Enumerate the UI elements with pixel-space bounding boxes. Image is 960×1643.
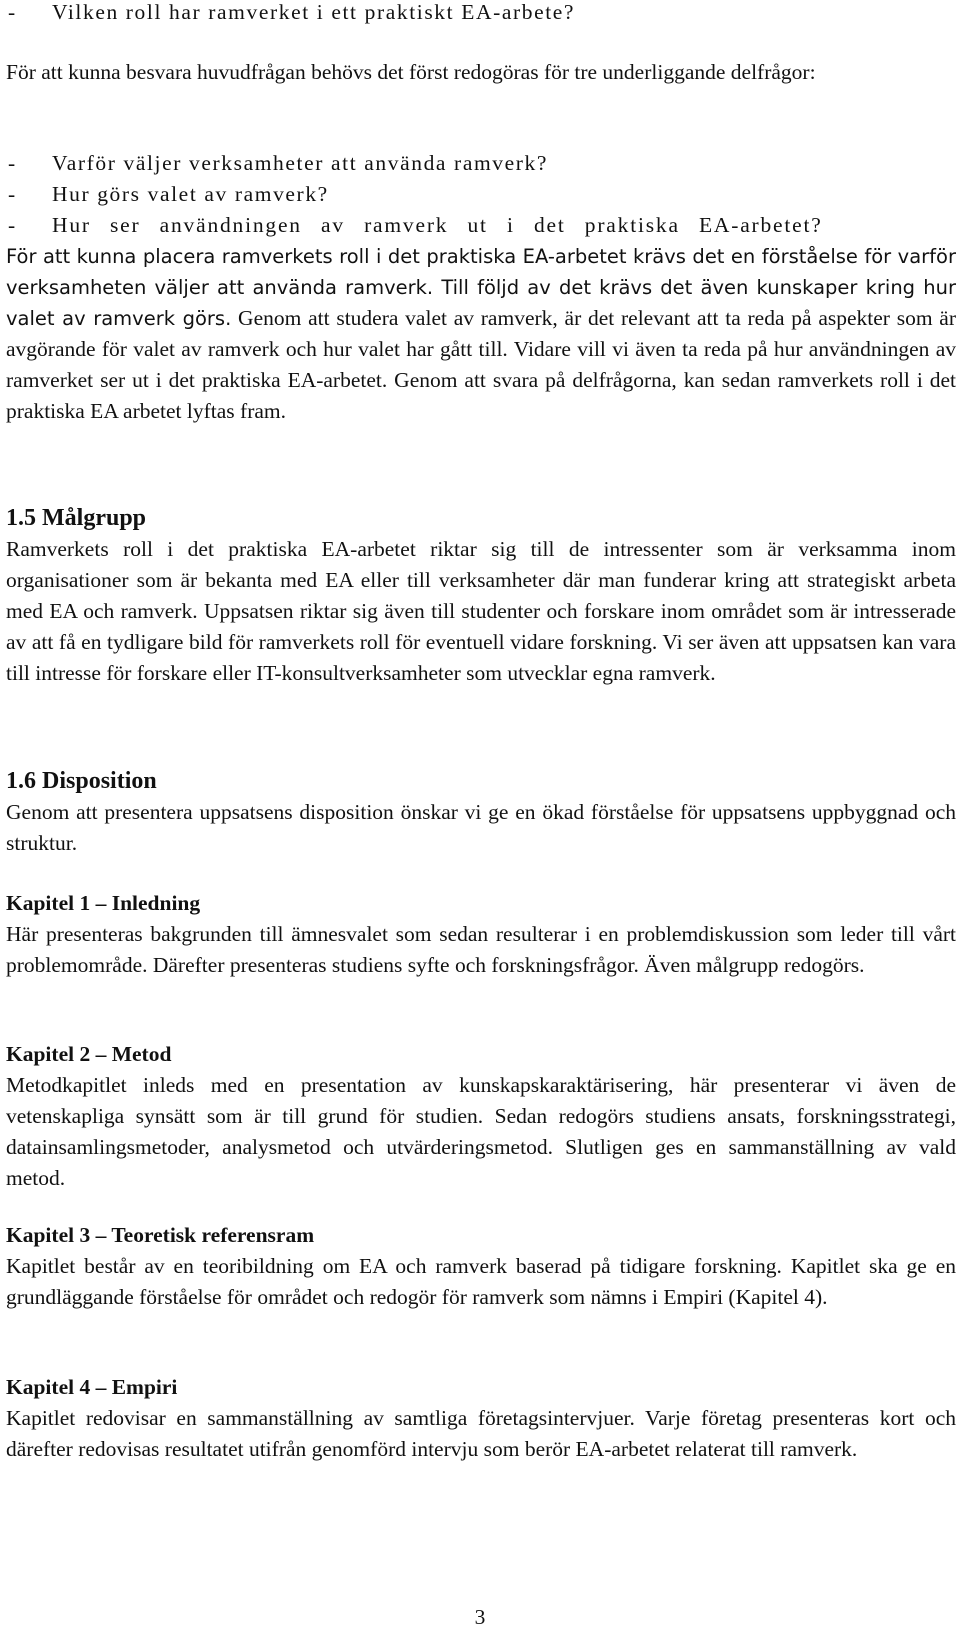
chapter-text: Kapitlet redovisar en sammanställning av samtliga företagsintervjuer. Varje företag presenteras kort och därefter redovisas resultatet utifrån genomförd intervju som berör EA-arbetet relaterat till ramverk. xyxy=(6,1406,956,1461)
chapter-heading: Kapitel 3 – Teoretisk referensram xyxy=(6,1223,315,1247)
page-number: 3 xyxy=(474,1605,486,1629)
chapter-text: Kapitlet består av en teoribildning om EA och ramverk baserad på tidigare forskning. Kapitlet ska ge en grundläggande förståelse för området och redogör för ramverk som nämns i Empiri (Kapitel 4). xyxy=(6,1254,956,1309)
section-heading: 1.5 Målgrupp xyxy=(6,505,147,531)
section-text: Genom att presentera uppsatsens disposition önskar vi ge en ökad förståelse för uppsatsens uppbyggnad och struktur. xyxy=(6,800,956,855)
sub-question-item xyxy=(6,148,956,179)
chapter-block xyxy=(6,1039,956,1194)
context-text-serif: Genom att studera valet av ramverk, är det relevant att ta reda på aspekter som är avgörande för valet av ramverk och hur valet har gått till. Vidare vill vi även ta reda på hur användningen av ramverket ser ut i det praktiska EA-arbetet. Genom att svara på delfrågorna, kan sedan ramverkets roll i det praktiska EA arbetet lyftas fram. xyxy=(6,306,956,423)
section-disposition xyxy=(6,766,956,859)
sub-question-text: Varför väljer verksamheter att använda ramverk? xyxy=(52,151,549,175)
sub-question-item xyxy=(6,179,956,210)
sub-questions-list xyxy=(6,148,956,241)
sub-question-text: Hur ser användningen av ramverk ut i det praktiska EA-arbetet? xyxy=(52,213,823,237)
bullet-dash: - xyxy=(8,182,17,206)
chapter-text: Här presenteras bakgrunden till ämnesvalet som sedan resulterar i en problemdiskussion som leder till vårt problemområde. Därefter presenteras studiens syfte och forskningsfrågor. Även målgrupp redogörs. xyxy=(6,922,956,977)
bullet-dash: - xyxy=(8,0,17,24)
context-paragraph xyxy=(6,241,956,427)
chapter-block xyxy=(6,1220,956,1313)
section-text: Ramverkets roll i det praktiska EA-arbetet riktar sig till de intressenter som är verksamma inom organisationer som är bekanta med EA eller till verksamheter där man funderar kring att strategiskt arbeta med EA och ramverk. Uppsatsen riktar sig även till studenter och forskare inom området som är intresserade av att få en tydligare bild för ramverkets roll för eventuell vidare forskning. Vi ser även att uppsatsen kan vara till intresse för forskare eller IT-konsultverksamheter som utvecklar egna ramverk. xyxy=(6,537,956,685)
chapter-text: Metodkapitlet inleds med en presentation av kunskapskaraktärisering, här presenterar vi även de vetenskapliga synsätt som är till grund för studien. Sedan redogörs studiens ansats, forskningsstrategi, datainsamlingsmetoder, analysmetod och utvärderingsmetod. Slutligen ges en sammanställning av vald metod. xyxy=(6,1073,956,1190)
top-bullet-block xyxy=(6,0,956,28)
sub-question-text: Hur görs valet av ramverk? xyxy=(52,182,329,206)
intro-block xyxy=(6,57,956,88)
section-heading: 1.6 Disposition xyxy=(6,768,157,794)
top-bullet xyxy=(6,0,956,28)
chapter-heading: Kapitel 2 – Metod xyxy=(6,1042,172,1066)
top-bullet-text: Vilken roll har ramverket i ett praktiskt EA-arbete? xyxy=(52,0,576,24)
sub-question-item xyxy=(6,210,956,241)
chapter-heading: Kapitel 4 – Empiri xyxy=(6,1375,178,1399)
chapter-block xyxy=(6,1372,956,1465)
intro-paragraph: För att kunna besvara huvudfrågan behövs det först redogöras för tre underliggande delfrågor: xyxy=(6,60,816,84)
chapter-heading: Kapitel 1 – Inledning xyxy=(6,891,201,915)
section-target-group xyxy=(6,503,956,689)
bullet-dash: - xyxy=(8,151,17,175)
context-text-sans: För att kunna placera ramverkets roll i det praktiska EA-arbetet krävs det en förståelse för varför verksamheten väljer att använda ramverk. Till följd av det krävs det även kunskaper kring hur valet av ramverk görs. xyxy=(6,245,956,330)
chapter-block xyxy=(6,888,956,981)
bullet-dash: - xyxy=(8,213,17,237)
context-block xyxy=(6,241,956,427)
